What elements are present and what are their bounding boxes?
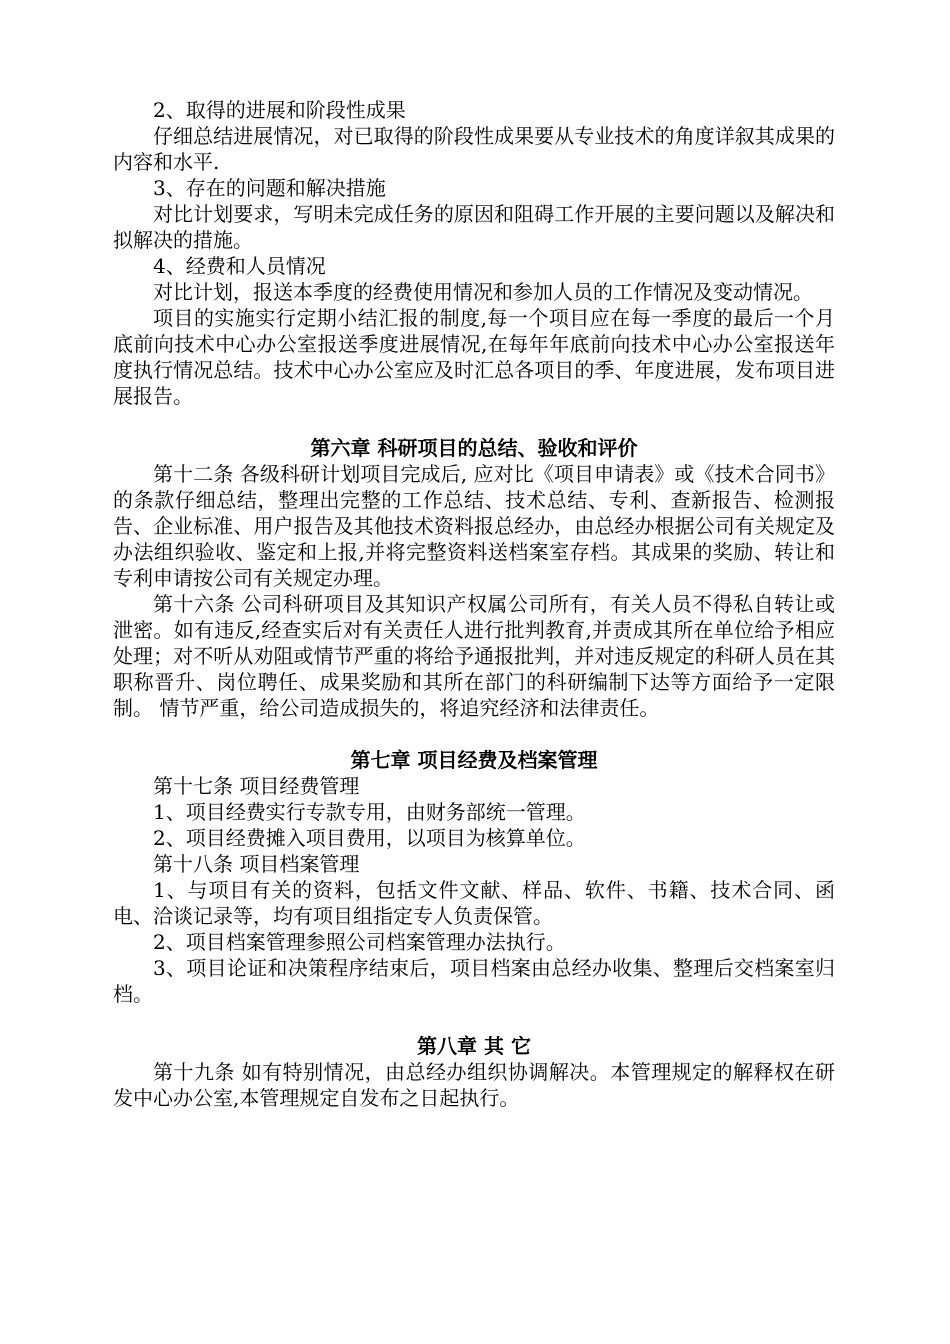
document-body <box>113 97 835 1111</box>
paragraph: 4、经费和人员情况 <box>153 254 326 278</box>
paragraph: 对比计划，报送本季度的经费使用情况和参加人员的工作情况及变动情况。 <box>153 280 813 304</box>
paragraph: 1、项目经费实行专款专用，由财务部统一管理。 <box>153 800 586 824</box>
chapter-7-heading: 第七章 项目经费及档案管理 <box>350 748 598 772</box>
chapter-6-heading: 第六章 科研项目的总结、验收和评价 <box>310 436 638 460</box>
paragraph: 1、与项目有关的资料，包括文件文献、样品、软件、书籍、技术合同、函电、洽谈记录等，均有项目组指定专人负责保管。 <box>113 878 835 928</box>
spacer <box>113 409 835 435</box>
spacer <box>113 1007 835 1033</box>
paragraph: 第十二条 各级科研计划项目完成后, 应对比《项目申请表》或《技术合同书》的条款仔细总结，整理出完整的工作总结、技术总结、专利、查新报告、检测报告、企业标准、用户报告及其他技术资料报总经办，由总经办根据公司有关规定及办法组织验收、鉴定和上报,并将完整资料送档案室存档。其成果的奖励、转让和专利申请按公司有关规定办理。 <box>113 462 835 590</box>
spacer <box>113 721 835 747</box>
paragraph: 对比计划要求，写明未完成任务的原因和阻碍工作开展的主要问题以及解决和拟解决的措施。 <box>113 202 835 252</box>
paragraph: 2、取得的进展和阶段性成果 <box>153 98 406 122</box>
paragraph: 2、项目档案管理参照公司档案管理办法执行。 <box>153 930 566 954</box>
paragraph: 第十七条 项目经费管理 <box>153 774 360 798</box>
paragraph: 第十八条 项目档案管理 <box>153 852 360 876</box>
paragraph: 3、项目论证和决策程序结束后，项目档案由总经办收集、整理后交档案室归档。 <box>113 956 835 1006</box>
paragraph: 第十六条 公司科研项目及其知识产权属公司所有，有关人员不得私自转让或泄密。如有违反,经查实后对有关责任人进行批判教育,并责成其所在单位给予相应处理；对不听从劝阻或情节严重的将给予通报批判，并对违反规定的科研人员在其职称晋升、岗位聘任、成果奖励和其所在部门的科研编制下达等方面给予一定限制。 情节严重，给公司造成损失的，将追究经济和法律责任。 <box>113 592 835 720</box>
paragraph: 仔细总结进展情况，对已取得的阶段性成果要从专业技术的角度详叙其成果的内容和水平. <box>113 124 835 174</box>
paragraph: 2、项目经费摊入项目费用，以项目为核算单位。 <box>153 826 586 850</box>
paragraph: 3、存在的问题和解决措施 <box>153 176 386 200</box>
chapter-8-heading: 第八章 其 它 <box>417 1034 531 1058</box>
paragraph: 第十九条 如有特别情况，由总经办组织协调解决。本管理规定的解释权在研发中心办公室,本管理规定自发布之日起执行。 <box>113 1060 835 1110</box>
paragraph: 项目的实施实行定期小结汇报的制度,每一个项目应在每一季度的最后一个月底前向技术中心办公室报送季度进展情况,在每年年底前向技术中心办公室报送年度执行情况总结。技术中心办公室应及时汇总各项目的季、年度进展，发布项目进展报告。 <box>113 306 835 408</box>
